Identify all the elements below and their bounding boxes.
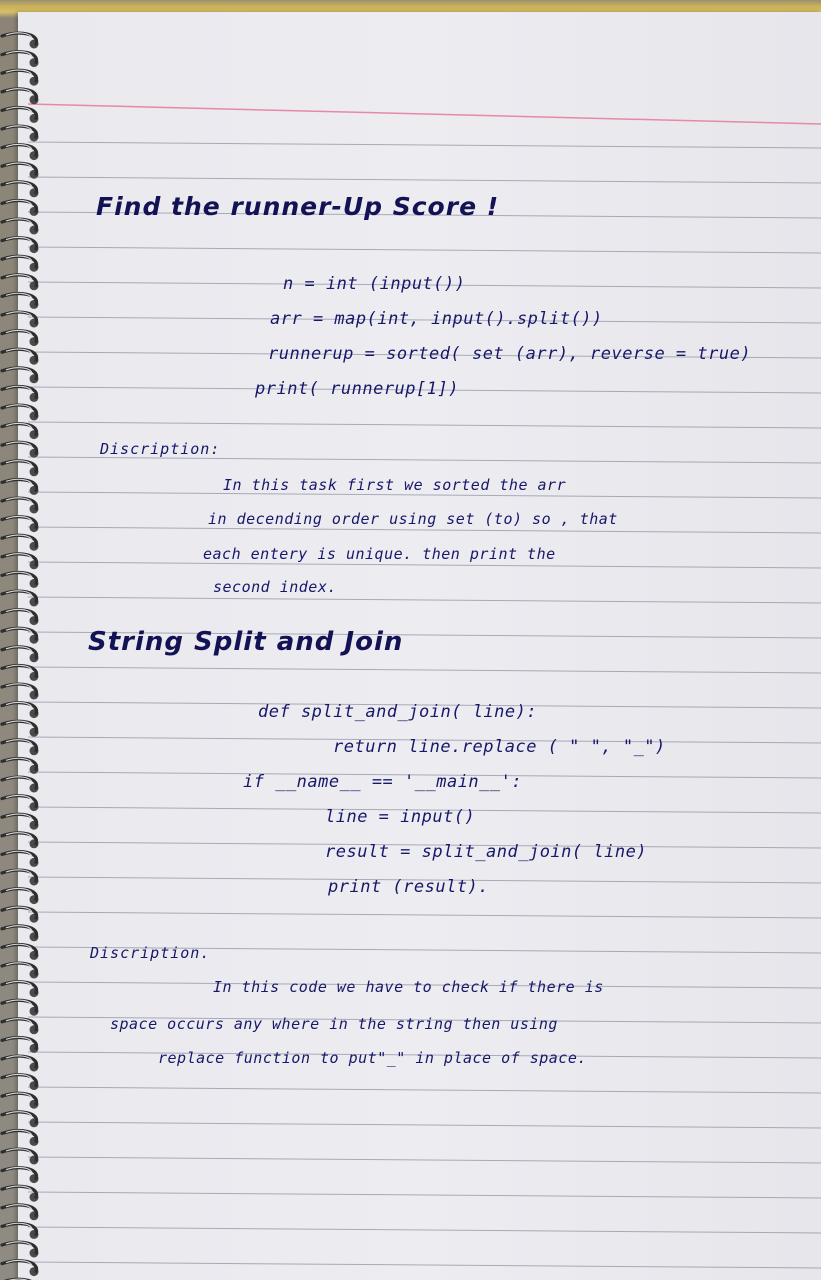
spiral-ring <box>2 461 39 477</box>
spiral-ring <box>2 944 39 960</box>
section2-title: String Split and Join <box>88 627 404 657</box>
spiral-ring <box>2 51 39 67</box>
spiral-ring <box>2 498 39 514</box>
spiral-ring <box>2 1260 39 1276</box>
description-line: space occurs any where in the string then using <box>110 1015 558 1033</box>
spiral-ring <box>2 795 39 811</box>
spiral-ring <box>2 1074 39 1090</box>
spiral-ring <box>2 777 39 793</box>
top-margin-line <box>28 104 821 124</box>
spiral-ring <box>2 516 39 532</box>
spiral-ring <box>2 144 39 160</box>
spiral-ring <box>2 1167 39 1183</box>
spiral-ring <box>2 833 39 849</box>
spiral-ring <box>2 330 39 346</box>
spiral-ring <box>2 758 39 774</box>
spiral-ring <box>2 888 39 904</box>
rule-line <box>28 422 821 428</box>
section1-description-label: Discription: <box>100 440 221 458</box>
spiral-ring <box>2 740 39 756</box>
spiral-ring <box>2 33 39 49</box>
spiral-ring <box>2 237 39 253</box>
spiral-ring <box>2 1093 39 1109</box>
spiral-ring <box>2 1223 39 1239</box>
spiral-ring <box>2 163 39 179</box>
code-line: arr = map(int, input().split()) <box>270 309 603 329</box>
spiral-ring <box>2 628 39 644</box>
description-line: replace function to put"_" in place of space. <box>158 1049 587 1067</box>
spiral-ring <box>2 126 39 142</box>
notebook-page <box>18 12 821 1280</box>
code-line: print (result). <box>328 877 490 897</box>
rule-line <box>28 142 821 148</box>
code-line: n = int (input()) <box>283 274 466 294</box>
rule-line <box>28 1262 821 1268</box>
spiral-ring <box>2 256 39 272</box>
rule-line <box>28 1192 821 1198</box>
spiral-binding <box>0 20 60 1280</box>
spiral-ring <box>2 200 39 216</box>
spiral-ring <box>2 926 39 942</box>
spiral-ring <box>2 684 39 700</box>
spiral-ring <box>2 609 39 625</box>
description-line: In this code we have to check if there is <box>213 978 604 996</box>
rule-line <box>28 667 821 673</box>
spiral-ring <box>2 981 39 997</box>
code-line: result = split_and_join( line) <box>325 842 648 862</box>
spiral-ring <box>2 963 39 979</box>
rule-line <box>28 1087 821 1093</box>
spiral-ring <box>2 1242 39 1258</box>
rule-line <box>28 1122 821 1128</box>
spiral-ring <box>2 479 39 495</box>
rule-line <box>28 597 821 603</box>
code-line: runnerup = sorted( set (arr), reverse = true) <box>268 344 752 364</box>
description-line: in decending order using set (to) so , that <box>208 510 618 528</box>
code-line: def split_and_join( line): <box>258 702 538 722</box>
spiral-ring <box>2 1112 39 1128</box>
section1-title: Find the runner-Up Score ! <box>96 192 500 221</box>
spiral-ring <box>2 572 39 588</box>
description-line: each entery is unique. then print the <box>203 545 556 563</box>
spiral-ring <box>2 275 39 291</box>
spiral-ring <box>2 665 39 681</box>
spiral-ring <box>2 1019 39 1035</box>
code-line: return line.replace ( " ", "_") <box>333 737 666 757</box>
spiral-ring <box>2 591 39 607</box>
spiral-ring <box>2 1037 39 1053</box>
spiral-ring <box>2 1000 39 1016</box>
spiral-ring <box>2 1149 39 1165</box>
spiral-ring <box>2 368 39 384</box>
rule-line <box>28 177 821 183</box>
spiral-ring <box>2 70 39 86</box>
spiral-ring <box>2 442 39 458</box>
spiral-ring <box>2 814 39 830</box>
spiral-ring <box>2 702 39 718</box>
spiral-ring <box>2 535 39 551</box>
code-line: if __name__ == '__main__': <box>243 772 523 792</box>
rule-line <box>28 247 821 253</box>
spiral-ring <box>2 1205 39 1221</box>
spiral-ring <box>2 870 39 886</box>
spiral-ring <box>2 349 39 365</box>
spiral-ring <box>2 89 39 105</box>
description-line: second index. <box>213 578 337 596</box>
section2-description-label: Discription. <box>90 944 211 962</box>
spiral-ring <box>2 107 39 123</box>
spiral-ring <box>2 312 39 328</box>
spiral-ring <box>2 851 39 867</box>
spiral-ring <box>2 554 39 570</box>
spiral-ring <box>2 907 39 923</box>
rule-line <box>28 1157 821 1163</box>
spiral-ring <box>2 1130 39 1146</box>
spiral-ring <box>2 182 39 198</box>
spiral-ring <box>2 1056 39 1072</box>
spiral-ring <box>2 219 39 235</box>
spiral-ring <box>2 1186 39 1202</box>
code-line: line = input() <box>325 807 476 827</box>
code-line: print( runnerup[1]) <box>255 379 459 399</box>
rule-line <box>28 912 821 918</box>
spiral-ring <box>2 423 39 439</box>
rule-line <box>28 1227 821 1233</box>
spiral-ring <box>2 386 39 402</box>
description-line: In this task first we sorted the arr <box>223 476 567 494</box>
spiral-ring <box>2 721 39 737</box>
spiral-ring <box>2 405 39 421</box>
spiral-ring <box>2 293 39 309</box>
spiral-ring <box>2 647 39 663</box>
